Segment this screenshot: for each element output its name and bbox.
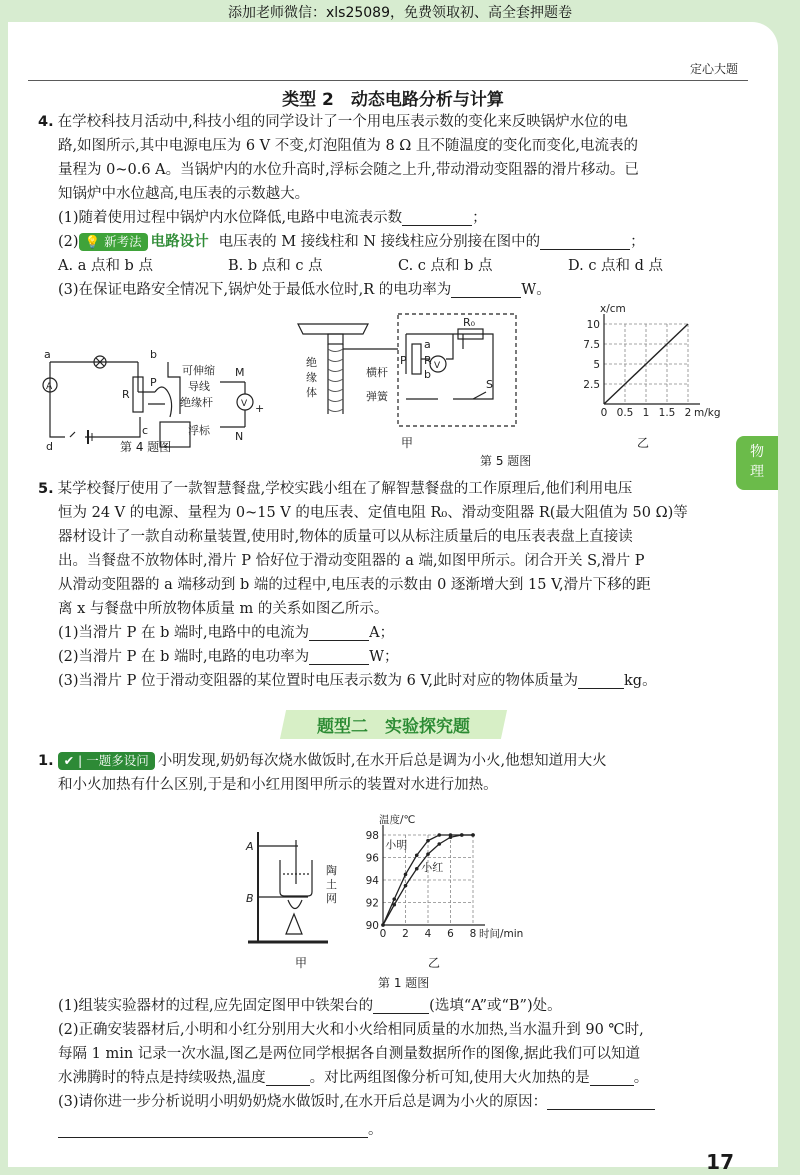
answer-blank[interactable] bbox=[309, 648, 369, 665]
q4-stem-line: 路,如图所示,其中电源电压为 6 V 不变,灯泡阻值为 8 Ω 且不随温度的变化而变化,电流表的 bbox=[58, 138, 639, 154]
e1-part2-mid: 。对比两组图像分析可知,使用大火加热的是 bbox=[309, 1070, 590, 1086]
plus-label: + bbox=[255, 402, 265, 415]
experiment-question-1 bbox=[38, 749, 760, 797]
data-point bbox=[381, 923, 385, 927]
figure-5-jia-label: 甲 bbox=[401, 436, 414, 450]
q4-part2: 电压表的 M 接线柱和 N 接线柱应分别接在图中的 bbox=[218, 234, 541, 250]
x-tick-label: 1 bbox=[642, 407, 650, 419]
data-point bbox=[415, 867, 419, 871]
new-method-badge bbox=[79, 233, 148, 251]
label-ceramic-1: 陶 bbox=[326, 864, 337, 877]
question-4 bbox=[38, 110, 760, 302]
x-tick-label: 2 bbox=[402, 928, 409, 940]
label-R: R bbox=[122, 388, 130, 401]
question-number: 1. bbox=[38, 753, 54, 769]
data-point bbox=[426, 839, 430, 843]
x-axis-label: m/kg bbox=[694, 407, 721, 419]
badge-label: 新考法 bbox=[104, 234, 142, 249]
q5-stem-line: 离 x 与餐盘中所放物体质量 m 的关系如图乙所示。 bbox=[58, 601, 389, 617]
figure-5-caption: 第 5 题图 bbox=[480, 454, 532, 468]
x-tick-label: 2 bbox=[684, 407, 692, 419]
y-tick-label: 92 bbox=[365, 897, 379, 910]
figure-5-chart bbox=[548, 303, 721, 424]
label-a: a bbox=[44, 348, 51, 361]
data-point bbox=[415, 853, 419, 857]
option-a: A. a 点和 b 点 bbox=[58, 258, 153, 274]
label-wire: 导线 bbox=[188, 380, 210, 393]
y-tick-label: 98 bbox=[365, 830, 379, 842]
x-tick-label: 8 bbox=[469, 928, 477, 940]
data-point bbox=[404, 884, 408, 888]
option-c: C. c 点和 b 点 bbox=[398, 258, 493, 274]
label-a: a bbox=[424, 338, 431, 351]
label-b: b bbox=[424, 368, 431, 381]
label-spring: 弹簧 bbox=[366, 390, 388, 403]
subject-tab-physics[interactable] bbox=[736, 436, 778, 490]
answer-blank[interactable] bbox=[540, 233, 630, 250]
label-A: A bbox=[246, 840, 254, 853]
y-axis-label: x/cm bbox=[600, 303, 626, 315]
question-number: 4. bbox=[38, 114, 54, 130]
y-tick-label: 96 bbox=[365, 852, 379, 865]
data-point bbox=[460, 833, 464, 837]
bulb-icon: 💡 bbox=[84, 234, 101, 249]
q4-part3: (3)在保证电路安全情况下,锅炉处于最低水位时,R 的电功率为 bbox=[58, 282, 452, 298]
label-ceramic-3: 网 bbox=[326, 892, 337, 905]
option-b: B. b 点和 c 点 bbox=[228, 258, 323, 274]
voltmeter-label: V bbox=[241, 399, 248, 409]
q5-stem-line: 某学校餐厅使用了一款智慧餐盘,学校实践小组在了解智慧餐盘的工作原理后,他们利用电压 bbox=[57, 481, 633, 497]
figure-e1-apparatus bbox=[238, 822, 348, 952]
option-d: D. c 点和 d 点 bbox=[568, 258, 664, 274]
label-insulated-rod: 绝缘杆 bbox=[180, 396, 213, 409]
q4-stem-line: 知锅炉中水位越高,电压表的示数越大。 bbox=[58, 186, 310, 202]
data-point bbox=[392, 903, 396, 907]
data-point bbox=[426, 852, 430, 856]
q5-part1-end: A； bbox=[369, 625, 395, 641]
y-tick-label: 10 bbox=[586, 319, 600, 331]
circuit-design-label: 电路设计 bbox=[150, 234, 209, 250]
experiment-question-1-parts bbox=[38, 994, 760, 1142]
label-insulator-3: 体 bbox=[306, 386, 317, 399]
watermark-text: 添加老师微信：xls25089，免费领取初、高全套押题卷 bbox=[227, 5, 572, 21]
answer-blank[interactable] bbox=[402, 209, 472, 226]
tab-char: 理 bbox=[750, 464, 764, 480]
e1-part1: (1)组装实验器材的过程,应先固定图甲中铁架台的 bbox=[58, 998, 374, 1014]
label-B: B bbox=[246, 892, 254, 905]
answer-blank[interactable] bbox=[58, 1121, 368, 1138]
answer-blank[interactable] bbox=[590, 1069, 634, 1086]
q4-part3-end: W。 bbox=[521, 282, 551, 298]
q4-part1-end: ； bbox=[472, 210, 487, 226]
y-tick-label: 7.5 bbox=[583, 339, 600, 351]
x-tick-label: 1.5 bbox=[658, 407, 676, 419]
e1-part3: (3)请你进一步分析说明小明奶奶烧水做饭时,在水开后总是调为小火的原因： bbox=[58, 1094, 548, 1110]
q5-stem-line: 从滑动变阻器的 a 端移动到 b 端的过程中,电压表的示数由 0 逐渐增大到 15 V,滑片下移的距 bbox=[58, 577, 651, 593]
figure-e1-caption: 第 1 题图 bbox=[378, 976, 430, 990]
label-P: P bbox=[150, 376, 157, 389]
q5-part3-end: kg。 bbox=[624, 673, 657, 689]
x-tick-label: 4 bbox=[424, 928, 432, 940]
label-R: R bbox=[424, 354, 432, 367]
label-d: d bbox=[46, 440, 53, 453]
label-insulator-2: 缘 bbox=[306, 371, 317, 384]
figure-4-caption: 第 4 题图 bbox=[120, 440, 172, 454]
q4-stem-line: 在学校科技月活动中,科技小组的同学设计了一个用电压表示数的变化来反映锅炉水位的电 bbox=[57, 114, 628, 130]
q4-stem-line: 量程为 0~0.6 A。当锅炉内的水位升高时,浮标会随之上升,带动滑动变阻器的滑片移动。已 bbox=[58, 162, 639, 178]
label-M: M bbox=[235, 366, 245, 379]
figure-5-yi-label: 乙 bbox=[637, 436, 650, 450]
section-banner bbox=[8, 710, 778, 739]
label-insulator-1: 绝 bbox=[306, 356, 317, 369]
e1-stem-line: 和小火加热有什么区别,于是和小红用图甲所示的装置对水进行加热。 bbox=[58, 777, 498, 793]
figure-e1-yi-label: 乙 bbox=[428, 956, 441, 970]
figure-5-device bbox=[288, 304, 528, 434]
e1-part2-line: 水沸腾时的特点是持续吸热,温度 bbox=[58, 1070, 266, 1086]
label-stretch-wire: 可伸缩 bbox=[182, 364, 215, 377]
q5-part1: (1)当滑片 P 在 b 端时,电路中的电流为 bbox=[58, 625, 310, 641]
label-R0: R₀ bbox=[463, 316, 476, 329]
question-number: 5. bbox=[38, 481, 54, 497]
answer-blank[interactable] bbox=[373, 997, 429, 1014]
q4-part1: (1)随着使用过程中锅炉内水位降低,电路中电流表示数 bbox=[58, 210, 403, 226]
e1-part2-end: 。 bbox=[633, 1070, 649, 1086]
q5-part3: (3)当滑片 P 位于滑动变阻器的某位置时电压表示数为 6 V,此时对应的物体质量为 bbox=[58, 673, 579, 689]
answer-blank[interactable] bbox=[547, 1093, 655, 1110]
e1-stem-line: 小明发现,奶奶每次烧水做饭时,在水开后总是调为小火,他想知道用大火 bbox=[157, 753, 607, 769]
series-label-xiaohong: 小红 bbox=[421, 861, 444, 874]
e1-part1-end: (选填“A”或“B”)处。 bbox=[429, 998, 562, 1014]
label-S: S bbox=[486, 378, 493, 391]
label-crossbar: 横杆 bbox=[366, 366, 388, 379]
document-page bbox=[8, 22, 778, 1174]
e1-part3-end: 。 bbox=[368, 1122, 383, 1138]
header-tag: 定心大题 bbox=[689, 62, 738, 76]
figure-e1-jia-label: 甲 bbox=[295, 956, 308, 970]
q4-part2-prefix: (2) bbox=[58, 234, 79, 250]
x-tick-label: 0 bbox=[600, 407, 608, 419]
label-c: c bbox=[142, 424, 149, 437]
answer-blank[interactable] bbox=[266, 1069, 310, 1086]
y-tick-label: 2.5 bbox=[583, 379, 600, 391]
y-tick-label: 90 bbox=[365, 920, 379, 932]
data-point bbox=[404, 873, 408, 877]
data-point bbox=[437, 833, 441, 837]
y-tick-label: 5 bbox=[593, 359, 600, 371]
e1-part2-line: 每隔 1 min 记录一次水温,图乙是两位同学根据各自测量数据所作的图像,据此我们可以知道 bbox=[58, 1046, 640, 1062]
q5-stem-line: 恒为 24 V 的电源、量程为 0~15 V 的电压表、定值电阻 R₀、滑动变阻器 R(最大阻值为 50 Ω)等 bbox=[58, 505, 688, 521]
q5-stem-line: 出。当餐盘不放物体时,滑片 P 恰好位于滑动变阻器的 a 端,如图甲所示。闭合开关 S,滑片 P bbox=[58, 553, 645, 569]
e1-part2-line: (2)正确安装器材后,小明和小红分别用大火和小火给相同质量的水加热,当水温升到 90 ℃时, bbox=[58, 1022, 644, 1038]
data-point bbox=[392, 897, 396, 901]
data-point bbox=[471, 833, 475, 837]
q5-part2-end: W； bbox=[369, 649, 399, 665]
q4-part2-end: ； bbox=[630, 234, 645, 250]
q5-stem-line: 器材设计了一款自动称量装置,使用时,物体的质量可以从标注质量后的电压表表盘上直接读 bbox=[58, 529, 633, 545]
x-tick-label: 0.5 bbox=[616, 407, 634, 419]
label-N: N bbox=[235, 430, 244, 443]
label-float: 浮标 bbox=[188, 424, 210, 437]
answer-blank[interactable] bbox=[309, 624, 369, 641]
answer-blank[interactable] bbox=[451, 281, 521, 298]
y-tick-label: 94 bbox=[365, 875, 379, 887]
label-P: P bbox=[400, 354, 407, 367]
header-divider bbox=[28, 80, 748, 81]
answer-blank[interactable] bbox=[578, 672, 624, 689]
x-axis-label: 时间/min bbox=[479, 928, 524, 940]
page-number: 17 bbox=[706, 1150, 734, 1174]
x-tick-label: 0 bbox=[379, 928, 387, 940]
question-5 bbox=[38, 477, 760, 693]
y-axis-label: 温度/℃ bbox=[379, 814, 416, 826]
label-b: b bbox=[150, 348, 157, 361]
series-label-xiaoming: 小明 bbox=[385, 838, 408, 852]
figure-e1-chart bbox=[353, 805, 533, 950]
data-point bbox=[449, 835, 453, 839]
tab-char: 物 bbox=[750, 444, 764, 460]
figure-4-circuit bbox=[30, 322, 290, 452]
q5-part2: (2)当滑片 P 在 b 端时,电路的电功率为 bbox=[58, 649, 310, 665]
section-title-experiment: 题型二 实验探究题 bbox=[316, 717, 470, 737]
multi-question-badge: ✔ | 一题多设问 bbox=[58, 752, 155, 770]
label-ceramic-2: 土 bbox=[326, 878, 337, 891]
section-title-type2: 类型 2 动态电路分析与计算 bbox=[282, 90, 504, 110]
voltmeter-label: V bbox=[434, 361, 441, 371]
x-tick-label: 6 bbox=[447, 928, 454, 940]
ammeter-label: A bbox=[46, 382, 53, 392]
data-point bbox=[437, 842, 441, 846]
